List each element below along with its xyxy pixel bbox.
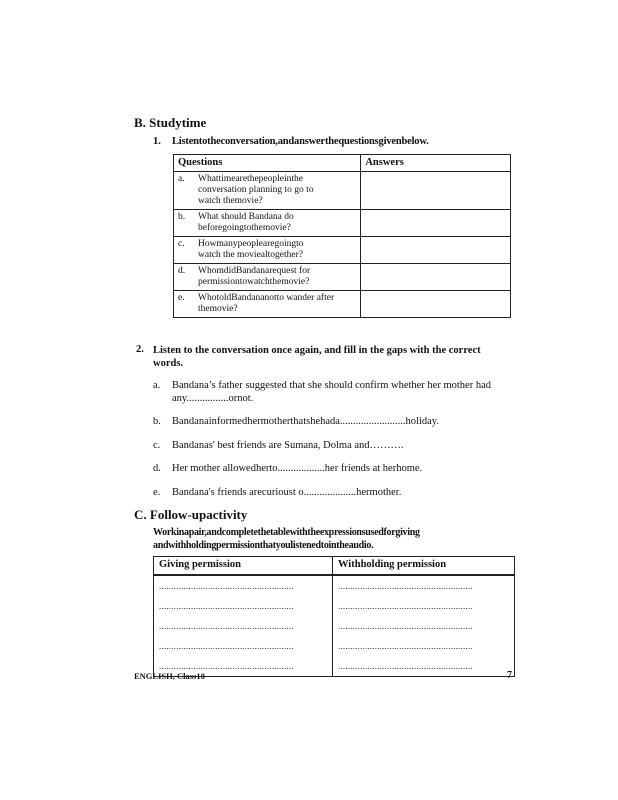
item-letter: a.	[153, 380, 161, 391]
table-row	[174, 291, 511, 318]
item-letter: b.	[153, 416, 161, 427]
withholding-permission-cell[interactable]	[333, 575, 515, 677]
dotted-line: .......................................................	[338, 581, 473, 591]
row-letter: a.	[178, 174, 185, 184]
fill-item-a: a. Bandana’s father suggested that she should confirm whether her mother had any................ornot.	[153, 380, 491, 404]
row-letter: e.	[178, 293, 185, 303]
dotted-line: .......................................................	[338, 621, 473, 631]
giving-permission-header: Giving permission	[154, 557, 333, 576]
answer-cell[interactable]	[361, 237, 511, 264]
questions-table	[173, 154, 511, 318]
question-text: WhotoldBandananotto wander after themovie?	[198, 293, 335, 314]
section-c-instruction: Workinapair,andcompletethetablewiththeexpressionsusedforgiving andwithholdingpermissionthatyoulistenedtointheaudio.	[153, 527, 420, 551]
task2-number: 2.	[136, 344, 144, 355]
question-text: Whattimearethepeopleinthe conversation planning to go to watch themovie?	[198, 174, 314, 206]
row-letter: c.	[178, 239, 185, 249]
answers-header: Answers	[361, 155, 511, 172]
table-row	[174, 264, 511, 291]
dotted-line: .......................................................	[159, 641, 294, 651]
withholding-permission-header: Withholding permission	[333, 557, 515, 576]
table-row	[174, 210, 511, 237]
footer-title: ENGLISH, Class10	[134, 671, 205, 681]
task1-instruction: Listentotheconversation,andanswerthequestionsgivenbelow.	[172, 136, 429, 147]
dotted-line: .......................................................	[338, 601, 473, 611]
question-text: Howmanypeoplearegoingto watch the moviealtogether?	[198, 239, 304, 260]
task1-number: 1.	[153, 136, 161, 147]
giving-permission-cell[interactable]	[154, 575, 333, 677]
dotted-line: .......................................................	[159, 661, 294, 671]
row-letter: d.	[178, 266, 186, 276]
dotted-line: .......................................................	[159, 581, 294, 591]
question-text: WhomdidBandanarequest for permissiontowatchthemovie?	[198, 266, 311, 287]
table-row	[174, 237, 511, 264]
answer-cell[interactable]	[361, 172, 511, 210]
answer-cell[interactable]	[361, 264, 511, 291]
fill-item-d: d. Her mother allowedherto..................her friends at herhome.	[153, 463, 423, 474]
fill-item-b: b. Bandanainformedhermotherthatshehada.........................holiday.	[153, 416, 439, 427]
dotted-line: .......................................................	[338, 661, 473, 671]
questions-header: Questions	[174, 155, 361, 172]
page-number: 7	[507, 670, 512, 681]
section-b-title: B. Studytime	[134, 115, 207, 130]
dotted-line: .......................................................	[159, 601, 294, 611]
question-text: What should Bandana do beforegoingtothemovie?	[198, 212, 294, 233]
answer-cell[interactable]	[361, 210, 511, 237]
section-c-title: C. Follow-upactivity	[134, 507, 248, 522]
task2-instruction: Listen to the conversation once again, and fill in the gaps with the correct words.	[153, 345, 481, 369]
permission-table	[153, 556, 515, 677]
answer-cell[interactable]	[361, 291, 511, 318]
fill-item-c: c. Bandanas' best friends are Sumana, Dolma and……….	[153, 440, 404, 451]
fill-item-e: e. Bandana's friends arecurioust o....................hermother.	[153, 487, 402, 498]
item-letter: c.	[153, 440, 161, 451]
item-letter: e.	[153, 487, 161, 498]
table-row	[174, 172, 511, 210]
dotted-line: .......................................................	[159, 621, 294, 631]
item-letter: d.	[153, 463, 161, 474]
row-letter: b.	[178, 212, 186, 222]
dotted-line: .......................................................	[338, 641, 473, 651]
